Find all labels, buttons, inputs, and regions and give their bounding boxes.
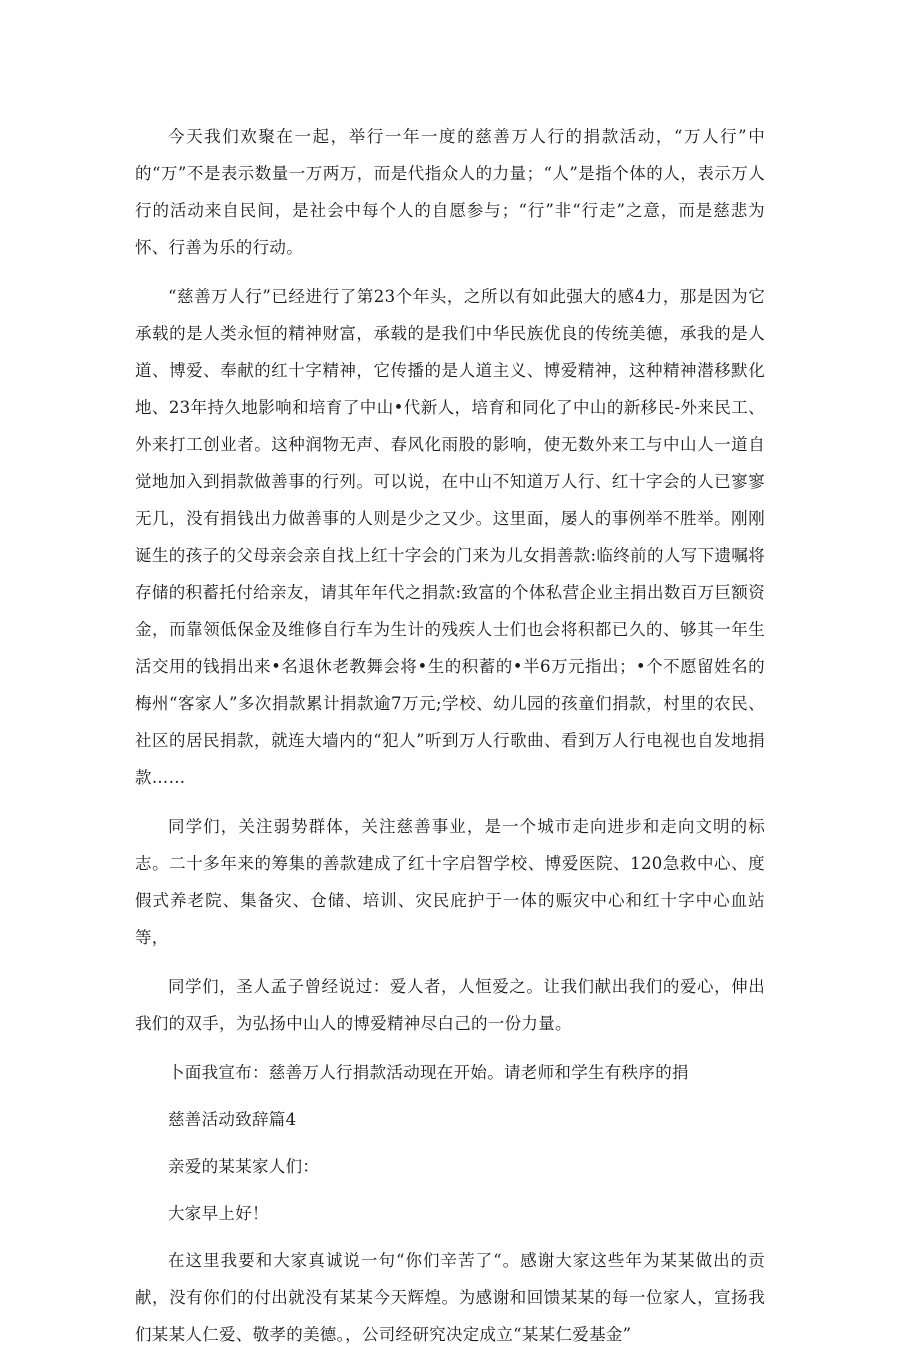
paragraph-history: “慈善万人行”已经进行了第23个年头，之所以有如此强大的感4力，那是因为它承载的是人类永恒的精神财富，承载的是我们中华民族优良的传统美德，承我的是人道、博爱、奉献的红十字精神，它传播的是人道主义、博爱精神，这种精神潜移默化地、23年持久地影响和培育了中山•代新人，培育和同化了中山的新移民-外来民工、外来打工创业者。这种润物无声、春风化雨股的影响，使无数外来工与中山人一道自觉地加入到捐款做善事的行列。可以说，在中山不知道万人行、红十字会的人已寥寥无几，没有捐钱出力做善事的人则是少之又少。这里面，屡人的事例举不胜举。刚刚诞生的孩子的父母亲会亲自找上红十字会的门来为儿女捐善款:临终前的人写下遗嘱将存储的积蓄托付给亲友，请其年年代之捐款:致富的个体私营企业主捐出数百万巨额资金，而靠领低保金及维修自行车为生计的残疾人士们也会将积都已久的、够其一年生活交用的钱捐出来•名退休老教舞会将•生的积蓄的•半6万元指出；•个不愿留姓名的梅州“客家人”多次捐款累计捐款逾7万元;学校、幼儿园的孩童们捐款，村里的农民、社区的居民捐款，就连大墙内的“犯人”听到万人行歌曲、看到万人行电视也自发地捐款…… — [135, 287, 765, 787]
paragraph-appeal: 同学们，圣人孟子曾经说过：爱人者，人恒爱之。让我们献出我们的爱心，伸出我们的双手，为弘扬中山人的博爱精神尽白己的一份力量。 — [135, 977, 765, 1033]
paragraph-thanks: 在这里我要和大家真诚说一句“你们辛苦了“。感谢大家这些年为某某做出的贡献，没有你们的付出就没有某某今天辉煌。为感谢和回馈某某的每一位家人，宣扬我们某某人仁爱、敬孝的美德。，公司经研究决定成立“某某仁爱基金” — [135, 1251, 765, 1344]
paragraph-achievements: 同学们，关注弱势群体，关注慈善事业，是一个城市走向进步和走向文明的标志。二十多年来的筹集的善款建成了红十字启智学校、博爱医院、120急救中心、度假式养老院、集备灾、仓储、培训、灾民庇护于一体的赈灾中心和红十字中心血站等， — [135, 817, 765, 947]
greeting: 大家早上好！ — [168, 1204, 269, 1223]
section-heading: 慈善活动致辞篇4 — [168, 1110, 297, 1129]
paragraph-opening: 今天我们欢聚在一起，举行一年一度的慈善万人行的捐款活动，“万人行”中的“万”不是表示数量一万两万，而是代指众人的力量；“人”是指个体的人，表示万人行的活动来自民间，是社会中每个人的自愿参与；“行”非“行走”之意，而是慈悲为怀、行善为乐的行动。 — [135, 127, 765, 257]
salutation: 亲爱的某某家人们： — [168, 1157, 320, 1176]
paragraph-announcement: 卜面我宣布：慈善万人行捐款活动现在开始。请老师和学生有秩序的捐 — [168, 1063, 689, 1082]
